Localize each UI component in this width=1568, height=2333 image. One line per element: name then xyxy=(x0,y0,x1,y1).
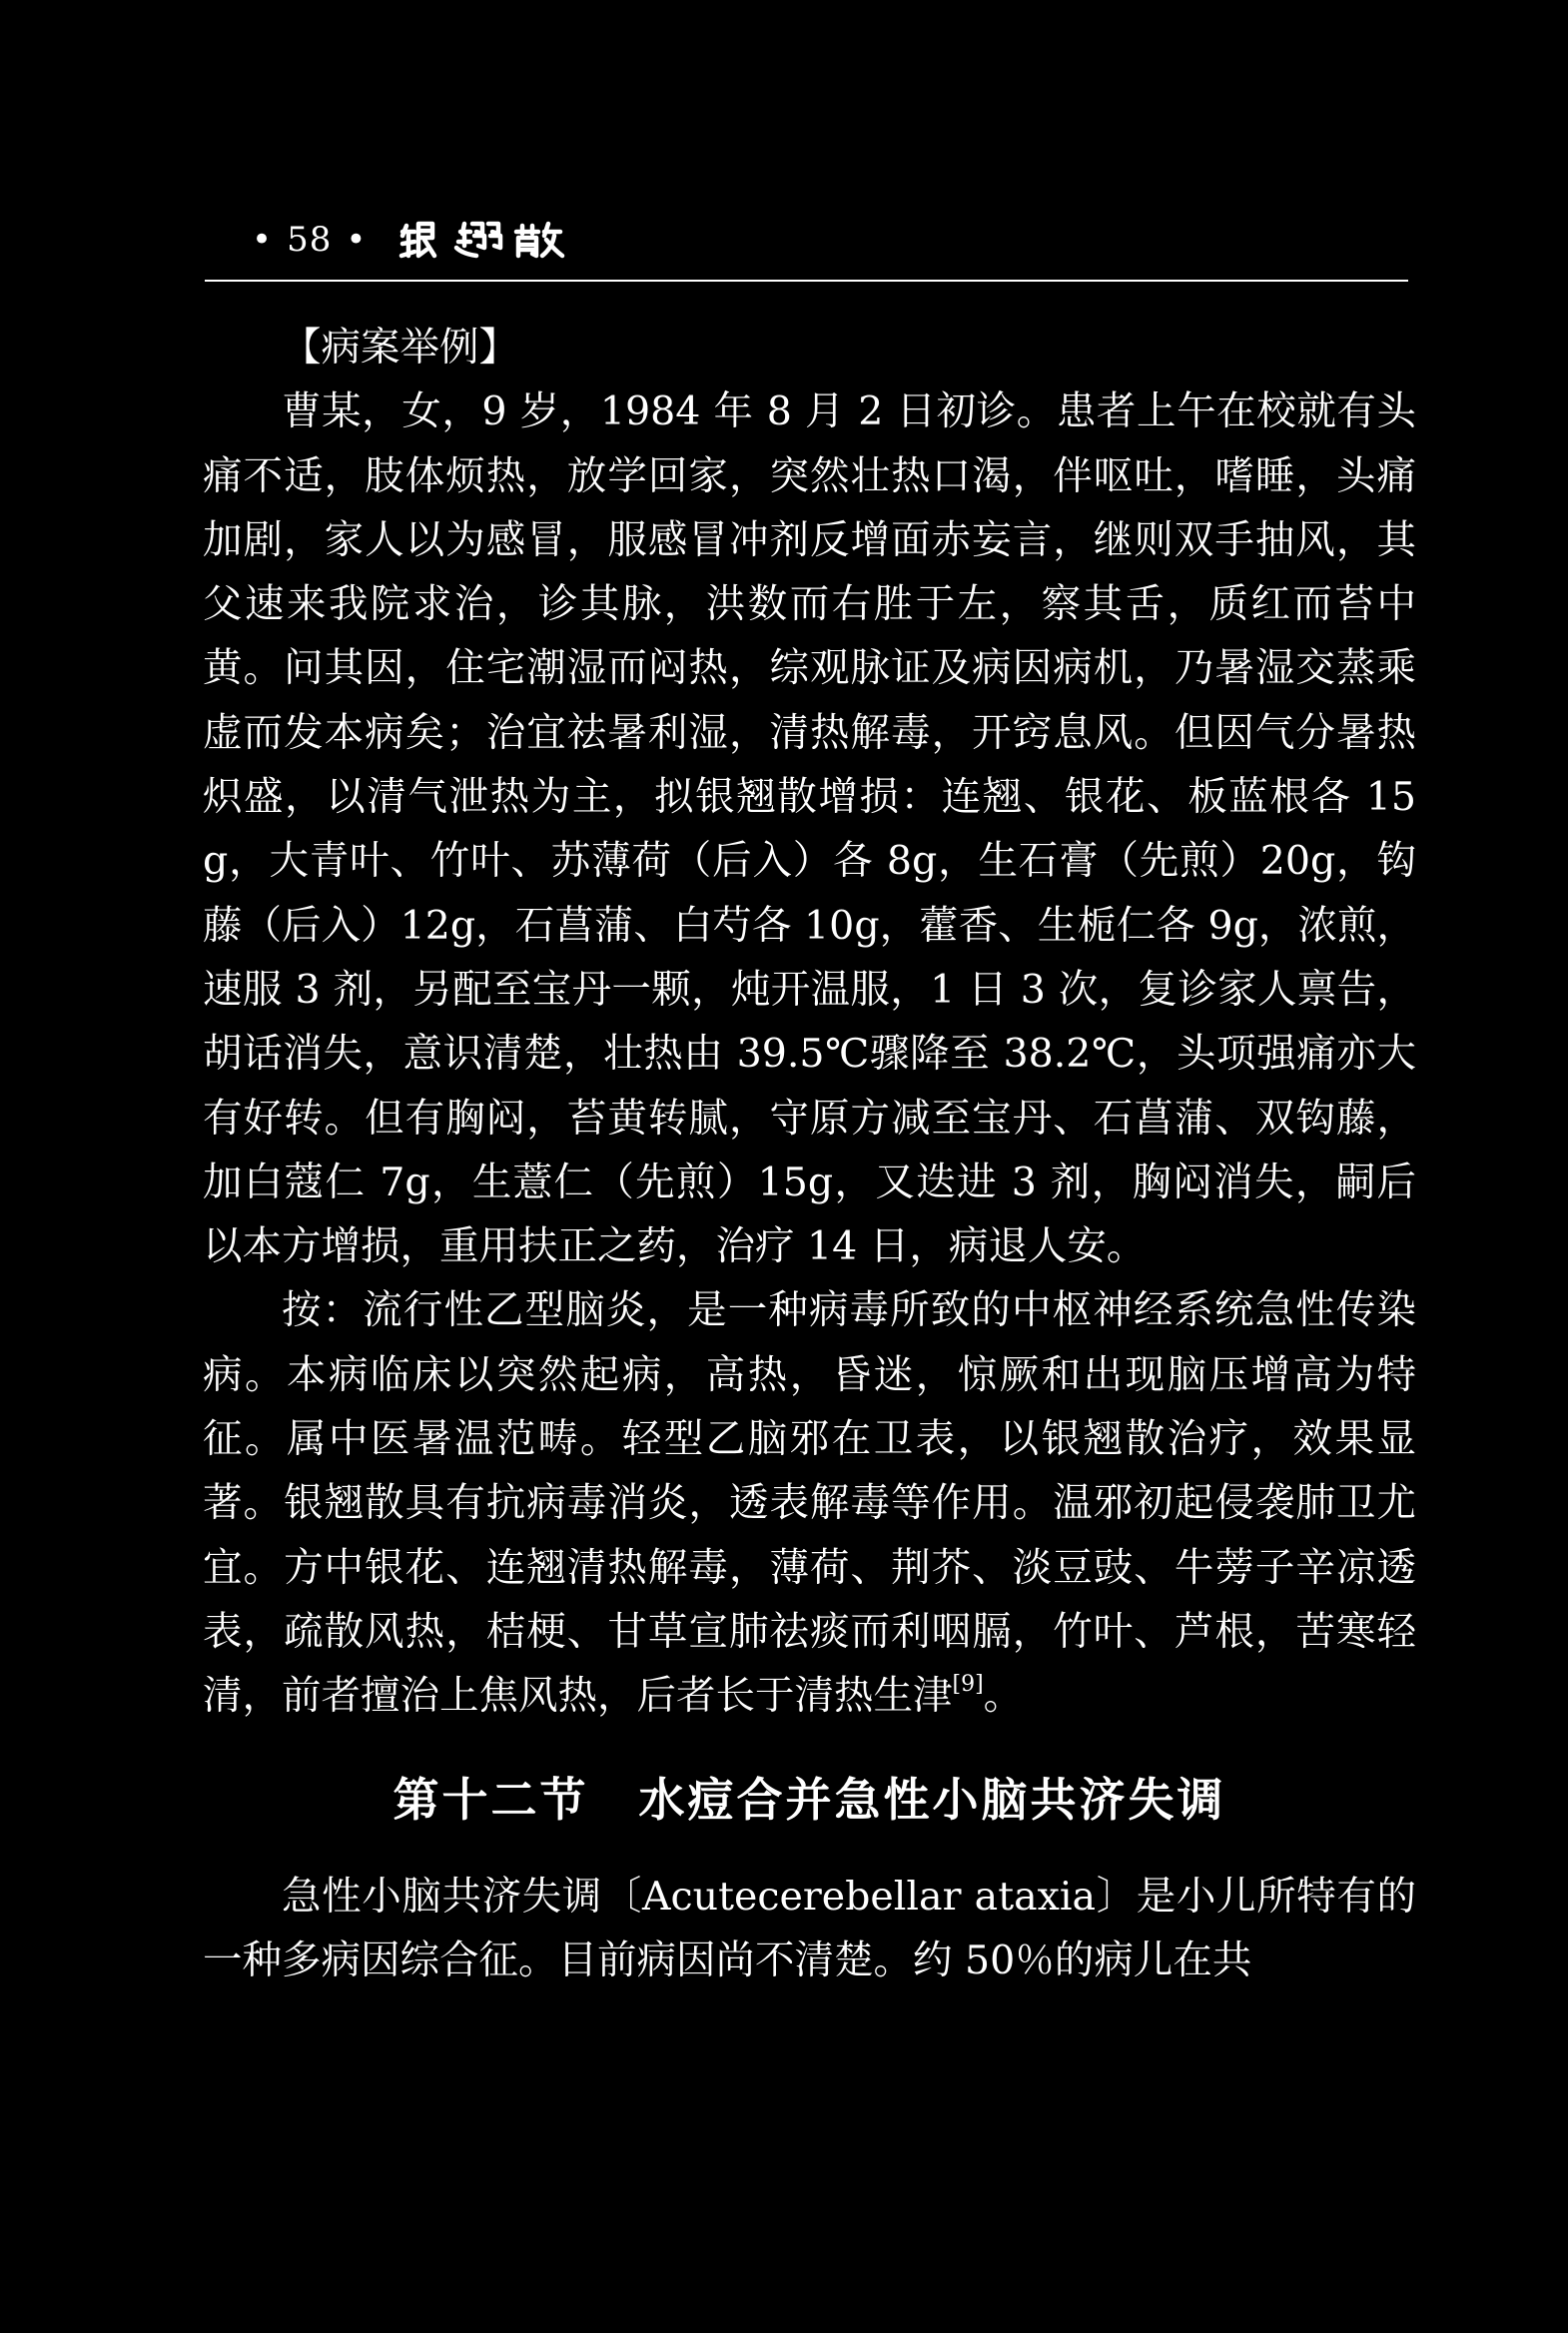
page-body xyxy=(203,316,1416,1992)
header-separator-right: • xyxy=(346,220,368,260)
case-heading: 【病案举例】 xyxy=(282,325,518,371)
commentary-text: 按：流行性乙型脑炎，是一种病毒所致的中枢神经系统急性传染病。本病临床以突然起病，高热，昏迷，惊厥和出现脑压增高为特征。属中医暑温范畴。轻型乙脑邪在卫表，以银翘散治疗，效果显著。银翘散具有抗病毒消炎，透表解毒等作用。温邪初起侵袭肺卫尤宜。方中银花、连翘清热解毒，薄荷、荆芥、淡豆豉、牛蒡子辛凉透表，疏散风热，桔梗、甘草宣肺祛痰而利咽膈，竹叶、芦根，苦寒轻清，前者擅治上焦风热，后者长于清热生津 xyxy=(203,1287,1416,1720)
section-title: 水痘合并急性小脑共济失调 xyxy=(638,1772,1226,1827)
case-paragraph: 曹某，女，9 岁，1984 年 8 月 2 日初诊。患者上午在校就有头痛不适，肢体烦热，放学回家，突然壮热口渴，伴呕吐，嗜睡，头痛加剧，家人以为感冒，服感冒冲剂反增面赤妄言，继则双手抽风，其父速来我院求治，诊其脉，洪数而右胜于左，察其舌，质红而苔中黄。问其因，住宅潮湿而闷热，综观脉证及病因病机，乃暑湿交蒸乘虚而发本病矣；治宜祛暑利湿，清热解毒，开窍息风。但因气分暑热炽盛，以清气泄热为主，拟银翘散增损：连翘、银花、板蓝根各 15g，大青叶、竹叶、苏薄荷（后入）各 8g，生石膏（先煎）20g，钩藤（后入）12g，石菖蒲、白芍各 10g，藿香、生栀仁各 9g，浓煎，速服 3 剂，另配至宝丹一颗，炖开温服，1 日 3 次，复诊家人禀告，胡话消失，意识清楚，壮热由 39.5℃骤降至 38.2℃，头项强痛亦大有好转。但有胸闷，苔黄转腻，守原方减至宝丹、石菖蒲、双钩藤，加白蔻仁 7g，生薏仁（先煎）15g，又迭进 3 剂，胸闷消失，嗣后以本方增损，重用扶正之药，治疗 14 日，病退人安。 xyxy=(203,389,1416,1270)
section-paragraph: 急性小脑共济失调〔Acutecerebellar ataxia〕是小儿所特有的一种多病因综合征。目前病因尚不清楚。约 50％的病儿在共 xyxy=(203,1873,1416,1983)
section-heading xyxy=(203,1765,1416,1835)
book-title-logo xyxy=(398,218,578,262)
header-rule xyxy=(205,280,1408,282)
section-number: 第十二节 xyxy=(392,1772,589,1827)
page-number: 58 xyxy=(287,220,333,260)
commentary-end: 。 xyxy=(983,1673,1024,1720)
running-header xyxy=(238,210,578,270)
commentary-paragraph xyxy=(203,1278,1416,1728)
citation-reference: [9] xyxy=(952,1672,984,1698)
header-separator-left: • xyxy=(252,220,274,260)
